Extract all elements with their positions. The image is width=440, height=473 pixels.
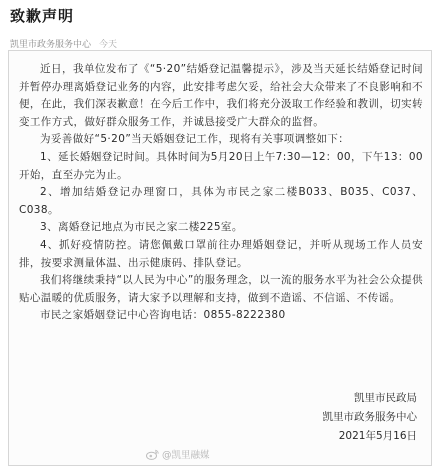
post-time: 今天 [99, 39, 118, 50]
signature-org-civil-affairs: 凯里市民政局 [354, 392, 417, 404]
post-meta [10, 36, 430, 50]
notice-image[interactable] [8, 50, 432, 466]
notice-item-divorce-location: 3、离婚登记地点为市民之家二楼225室。 [40, 221, 243, 234]
signature-date: 2021年5月16日 [338, 430, 417, 442]
post-header [10, 6, 430, 50]
weibo-watermark [146, 447, 210, 461]
notice-paragraph-apology: 近日，我单位发布了《“5·20”结婚登记温馨提示》，涉及当天延长结婚登记时间并暂停办理离婚登记业务的内容，此安排考虑欠妥，给社会大众带来了不良影响和不便，在此，我们深表歉意！在今后工作中，我们将充分汲取工作经验和教训，切实转变工作方式，做好群众服务工作，并诚恳接受广大群众的监督。 [19, 63, 423, 128]
notice-item-epidemic-control: 4、抓好疫情防控。请您佩戴口罩前往办理婚姻登记，并听从现场工作人员安排，按要求测量体温、出示健康码、排队登记。 [19, 238, 423, 269]
notice-body [19, 61, 423, 325]
notice-signature [323, 389, 418, 446]
notice-item-extend-hours: 1、延长婚姻登记时间。具体时间为5月20日上午7:30—12：00，下午13：00开始，直至办完为止。 [19, 150, 423, 181]
post-source[interactable]: 凯里市政务服务中心 [10, 39, 92, 50]
notice-item-add-windows: 2、增加结婚登记办理窗口，具体为市民之家二楼B033、B035、C037、C038。 [19, 186, 423, 216]
signature-org-service-center: 凯里市政务服务中心 [322, 411, 417, 423]
notice-paragraph-phone: 市民之家婚姻登记中心咨询电话：0855-8222380 [40, 309, 286, 322]
notice-paragraph-intro: 为妥善做好“5·20”当天婚姻登记工作，现将有关事项调整如下： [40, 133, 350, 146]
notice-paragraph-commitment: 我们将继续秉持“以人民为中心”的服务理念，以一流的服务水平为社会公众提供贴心温暖的优质服务，请大家予以理解和支持，做到不造谣、不信谣、不传谣。 [19, 274, 423, 304]
watermark-handle: @凯里融媒 [162, 450, 210, 461]
weibo-icon [146, 449, 159, 460]
post-title: 致歉声明 [10, 7, 75, 25]
